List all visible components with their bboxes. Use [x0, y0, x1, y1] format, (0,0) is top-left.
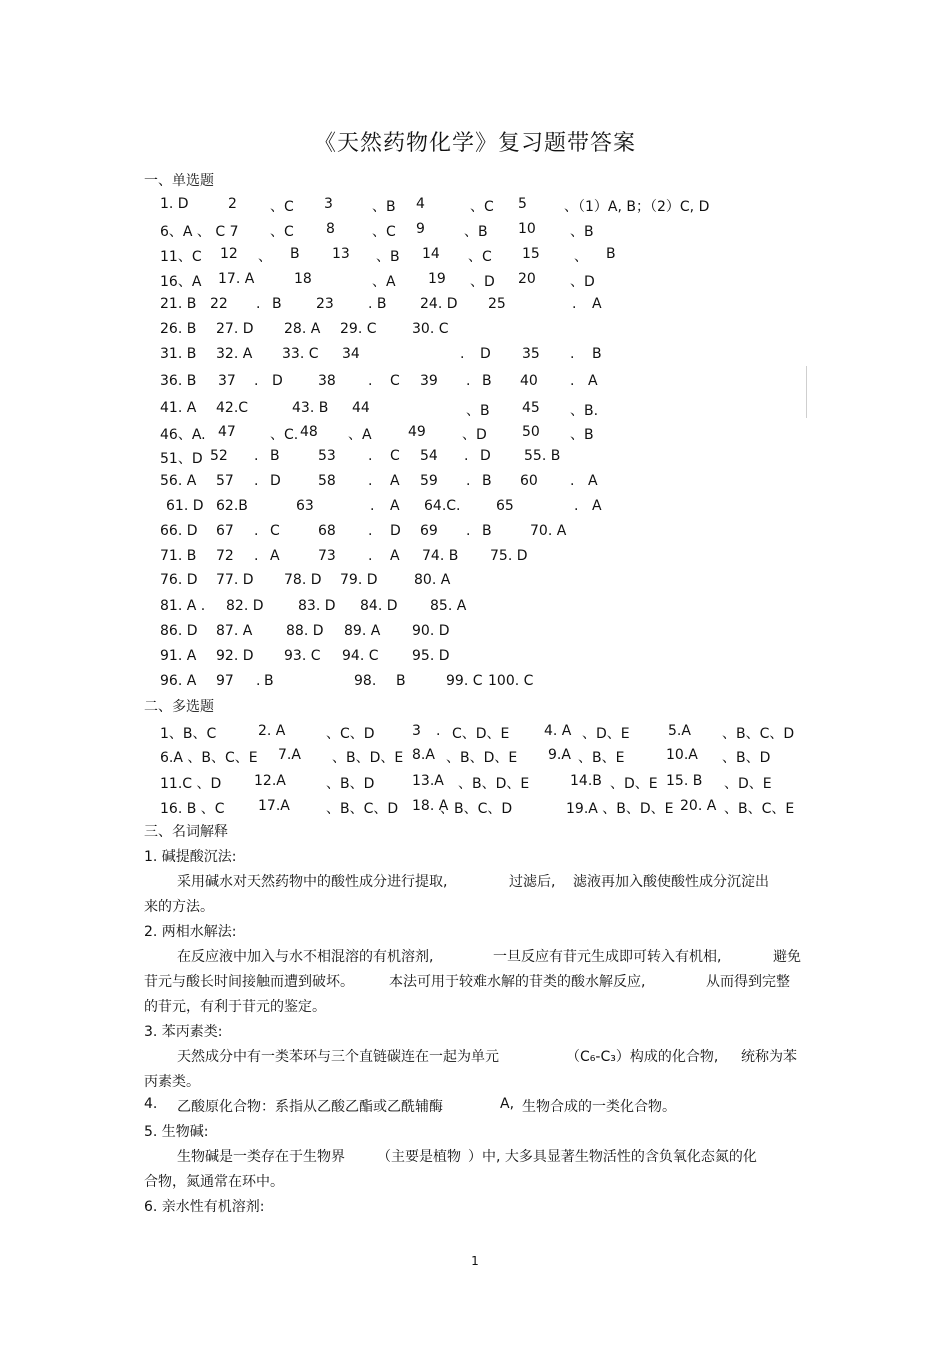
- single-answer-cell: 、B: [376, 249, 400, 265]
- section-heading-single-choice: 一、单选题: [144, 173, 214, 189]
- single-answer-cell: 14: [422, 246, 440, 262]
- multi-answer-cell: 、C、D: [326, 726, 375, 742]
- single-answer-cell: 32. A: [216, 346, 253, 362]
- single-answer-cell: 34: [342, 346, 360, 362]
- single-answer-row: [160, 623, 840, 643]
- single-answer-cell: 99. C: [446, 673, 483, 689]
- single-answer-cell: 42.C: [216, 400, 249, 416]
- term-text: （C₆-C₃）构成的化合物,: [566, 1049, 719, 1065]
- single-answer-cell: B: [270, 448, 280, 464]
- single-answer-cell: .: [254, 523, 259, 539]
- single-answer-cell: .: [254, 373, 259, 389]
- single-answer-cell: 28. A: [284, 321, 321, 337]
- multi-answer-cell: 14.B: [570, 773, 602, 789]
- single-answer-cell: 89. A: [344, 623, 381, 639]
- single-answer-row: [160, 598, 840, 618]
- single-answer-cell: 58: [318, 473, 336, 489]
- single-answer-cell: .: [574, 498, 579, 514]
- single-answer-cell: 8: [326, 221, 335, 237]
- single-answer-cell: 59: [420, 473, 438, 489]
- multi-answer-cell: 、B、D: [326, 776, 375, 792]
- term-heading: 3. 苯丙素类:: [144, 1024, 223, 1040]
- single-answer-cell: 22: [210, 296, 228, 312]
- single-answer-cell: 1. D: [160, 196, 189, 212]
- single-answer-cell: 85. A: [430, 598, 467, 614]
- single-answer-cell: 53: [318, 448, 336, 464]
- single-answer-cell: .: [254, 548, 259, 564]
- single-answer-cell: A: [592, 296, 602, 312]
- single-answer-cell: 33. C: [282, 346, 319, 362]
- term-heading: 1. 碱提酸沉法:: [144, 849, 237, 865]
- single-answer-cell: 92. D: [216, 648, 254, 664]
- single-answer-cell: .: [368, 548, 373, 564]
- single-answer-row: [160, 196, 840, 216]
- single-answer-cell: 、B: [372, 199, 396, 215]
- term-heading: 6. 亲水性有机溶剂:: [144, 1199, 265, 1215]
- term-text: 生物合成的一类化合物。: [522, 1099, 676, 1115]
- single-answer-cell: .: [368, 448, 373, 464]
- term-text: 丙素类。: [144, 1074, 200, 1090]
- multi-answer-cell: 2. A: [258, 723, 286, 739]
- term-text: 从而得到完整: [706, 974, 790, 990]
- single-answer-cell: 、B: [464, 224, 488, 240]
- single-answer-cell: 、B: [570, 427, 594, 443]
- single-answer-cell: .: [254, 448, 259, 464]
- term-heading: 2. 两相水解法:: [144, 924, 237, 940]
- single-answer-cell: 、C: [372, 224, 396, 240]
- single-answer-cell: 39: [420, 373, 438, 389]
- single-answer-cell: 24. D: [420, 296, 458, 312]
- single-answer-cell: .: [570, 373, 575, 389]
- single-answer-row: [160, 523, 840, 543]
- single-answer-cell: A: [390, 498, 400, 514]
- single-answer-row: [160, 473, 840, 493]
- multi-answer-cell: 10.A: [666, 747, 698, 763]
- single-answer-cell: 、D: [570, 274, 595, 290]
- section-heading-multi-choice: 二、多选题: [144, 699, 214, 715]
- single-answer-cell: 35: [522, 346, 540, 362]
- single-answer-cell: 72: [216, 548, 234, 564]
- single-answer-cell: 、C: [468, 249, 492, 265]
- single-answer-cell: 29. C: [340, 321, 377, 337]
- single-answer-cell: 83. D: [298, 598, 336, 614]
- term-text: 的苷元，有利于苷元的鉴定。: [144, 999, 326, 1015]
- single-answer-cell: 48: [300, 424, 318, 440]
- single-answer-row: [160, 373, 840, 393]
- single-answer-cell: 82. D: [226, 598, 264, 614]
- term-text: 统称为苯: [741, 1049, 797, 1065]
- single-answer-cell: 27. D: [216, 321, 254, 337]
- single-answer-cell: 77. D: [216, 572, 254, 588]
- single-answer-cell: 65: [496, 498, 514, 514]
- single-answer-cell: 18: [294, 271, 312, 287]
- multi-answer-cell: 11.C 、D: [160, 776, 222, 792]
- single-answer-cell: 、: [574, 249, 588, 265]
- single-answer-cell: 26. B: [160, 321, 197, 337]
- single-answer-cell: 36. B: [160, 373, 197, 389]
- single-answer-cell: 、D: [462, 427, 487, 443]
- single-answer-cell: 100. C: [488, 673, 534, 689]
- single-answer-cell: 46、A.: [160, 427, 206, 443]
- single-answer-cell: 3: [324, 196, 333, 212]
- single-answer-cell: 51、D: [160, 451, 203, 467]
- single-answer-cell: 44: [352, 400, 370, 416]
- single-answer-cell: 47: [218, 424, 236, 440]
- single-answer-cell: 13: [332, 246, 350, 262]
- single-answer-cell: 96. A: [160, 673, 197, 689]
- single-answer-cell: 55. B: [524, 448, 561, 464]
- single-answer-cell: 15: [522, 246, 540, 262]
- multi-answer-cell: 、B、E: [578, 750, 625, 766]
- term-text: 一旦反应有苷元生成即可转入有机相,: [493, 949, 722, 965]
- multi-answer-cell: 、B、D、E: [446, 750, 518, 766]
- single-answer-cell: 5: [518, 196, 527, 212]
- multi-answer-cell: C、D、E: [452, 726, 510, 742]
- single-answer-cell: 52: [210, 448, 228, 464]
- single-answer-cell: 98.: [354, 673, 377, 689]
- single-answer-cell: A: [588, 473, 598, 489]
- single-answer-row: [160, 673, 840, 693]
- single-answer-cell: B: [272, 296, 282, 312]
- single-answer-cell: D: [480, 346, 491, 362]
- single-answer-cell: 11、C: [160, 249, 202, 265]
- single-answer-cell: D: [272, 373, 283, 389]
- single-answer-cell: 38: [318, 373, 336, 389]
- single-answer-row: [160, 246, 840, 266]
- single-answer-cell: 86. D: [160, 623, 198, 639]
- single-answer-cell: 97: [216, 673, 234, 689]
- single-answer-cell: .: [368, 373, 373, 389]
- term-text: 乙酸原化合物：系指从乙酸乙酯或乙酰辅酶: [177, 1099, 443, 1115]
- single-answer-cell: A: [592, 498, 602, 514]
- multi-answer-cell: 9.A: [548, 747, 571, 763]
- single-answer-cell: C: [390, 448, 400, 464]
- single-answer-row: [160, 424, 840, 444]
- term-heading: 4.: [144, 1096, 158, 1112]
- single-answer-cell: 91. A: [160, 648, 197, 664]
- term-text: 天然成分中有一类苯环与三个直链碳连在一起为单元: [177, 1049, 499, 1065]
- single-answer-cell: 95. D: [412, 648, 450, 664]
- single-answer-cell: .: [572, 296, 577, 312]
- single-answer-cell: 、A: [372, 274, 396, 290]
- single-answer-cell: 10: [518, 221, 536, 237]
- single-answer-cell: 70. A: [530, 523, 567, 539]
- multi-answer-cell: 、B、C、D: [326, 801, 399, 817]
- single-answer-cell: 4: [416, 196, 425, 212]
- single-answer-cell: 90. D: [412, 623, 450, 639]
- single-answer-cell: .: [570, 346, 575, 362]
- single-answer-cell: 74. B: [422, 548, 459, 564]
- single-answer-cell: 88. D: [286, 623, 324, 639]
- page-number: 1: [471, 1254, 479, 1268]
- single-answer-cell: A: [588, 373, 598, 389]
- multi-answer-cell: 3: [412, 723, 421, 739]
- single-answer-cell: 、B: [466, 403, 490, 419]
- multi-answer-cell: 、B、C、D: [722, 726, 795, 742]
- single-answer-row: [160, 400, 840, 420]
- single-answer-cell: A: [390, 473, 400, 489]
- single-answer-cell: D: [390, 523, 401, 539]
- term-text: 采用碱水对天然药物中的酸性成分进行提取,: [177, 874, 448, 890]
- multi-answer-cell: 15. B: [666, 773, 703, 789]
- single-answer-cell: 50: [522, 424, 540, 440]
- multi-answer-cell: 、B、D、E: [458, 776, 530, 792]
- single-answer-cell: .: [466, 523, 471, 539]
- single-answer-cell: 31. B: [160, 346, 197, 362]
- term-text: 生物碱是一类存在于生物界: [177, 1149, 345, 1165]
- single-answer-cell: 41. A: [160, 400, 197, 416]
- single-answer-cell: 49: [408, 424, 426, 440]
- term-text: 来的方法。: [144, 899, 214, 915]
- term-text: 在反应液中加入与水不相混溶的有机溶剂,: [177, 949, 434, 965]
- single-answer-cell: 43. B: [292, 400, 329, 416]
- single-answer-cell: 、A: [348, 427, 372, 443]
- multi-answer-cell: 、B、C、D: [440, 801, 513, 817]
- single-answer-cell: D: [480, 448, 491, 464]
- section-heading-terms: 三、名词解释: [144, 824, 228, 840]
- single-answer-cell: 94. C: [342, 648, 379, 664]
- multi-answer-cell: 4. A: [544, 723, 572, 739]
- multi-answer-cell: 、B、C、E: [724, 801, 795, 817]
- single-answer-cell: 45: [522, 400, 540, 416]
- term-text: 苷元与酸长时间接触而遭到破坏。: [144, 974, 354, 990]
- single-answer-row: [160, 221, 840, 241]
- term-text: A,: [500, 1096, 515, 1112]
- term-text: 合物，氮通常在环中。: [144, 1174, 284, 1190]
- single-answer-cell: 19: [428, 271, 446, 287]
- multi-answer-cell: 5.A: [668, 723, 691, 739]
- multi-answer-cell: 、D、E: [582, 726, 630, 742]
- single-answer-cell: 、C: [470, 199, 494, 215]
- single-answer-cell: B: [290, 246, 300, 262]
- single-answer-row: [160, 448, 840, 468]
- single-answer-cell: 78. D: [284, 572, 322, 588]
- multi-answer-cell: 20. A: [680, 798, 717, 814]
- single-answer-cell: 、C.: [270, 427, 299, 443]
- single-answer-cell: 37: [218, 373, 236, 389]
- single-answer-cell: B: [396, 673, 406, 689]
- single-answer-cell: 、C: [270, 224, 294, 240]
- single-answer-cell: .: [570, 473, 575, 489]
- single-answer-cell: 75. D: [490, 548, 528, 564]
- single-answer-cell: .: [466, 373, 471, 389]
- single-answer-row: [160, 296, 840, 316]
- single-answer-cell: B: [482, 473, 492, 489]
- single-answer-cell: 2: [228, 196, 237, 212]
- multi-answer-cell: 16. B 、C: [160, 801, 225, 817]
- single-answer-cell: B: [592, 346, 602, 362]
- single-answer-cell: 93. C: [284, 648, 321, 664]
- single-answer-row: [160, 346, 840, 366]
- page-title: 《天然药物化学》复习题带答案: [313, 131, 636, 156]
- single-answer-cell: 57: [216, 473, 234, 489]
- single-answer-cell: 79. D: [340, 572, 378, 588]
- single-answer-cell: 84. D: [360, 598, 398, 614]
- single-answer-cell: 61. D: [166, 498, 204, 514]
- single-answer-cell: 81. A .: [160, 598, 206, 614]
- single-answer-cell: B: [264, 673, 274, 689]
- multi-answer-cell: 1、B、C: [160, 726, 217, 742]
- term-text: 本法可用于较难水解的苷类的酸水解反应,: [389, 974, 646, 990]
- single-answer-cell: .: [370, 498, 375, 514]
- term-text: （主要是植物: [377, 1149, 461, 1165]
- single-answer-row: [160, 548, 840, 568]
- multi-answer-cell: 、D、E: [724, 776, 772, 792]
- single-answer-cell: 76. D: [160, 572, 198, 588]
- single-answer-cell: .: [368, 473, 373, 489]
- single-answer-cell: 、: [258, 249, 272, 265]
- single-answer-cell: 73: [318, 548, 336, 564]
- single-answer-cell: 62.B: [216, 498, 248, 514]
- multi-answer-row: [160, 723, 840, 743]
- single-answer-cell: 87. A: [216, 623, 253, 639]
- single-answer-row: [160, 321, 840, 341]
- single-answer-cell: 9: [416, 221, 425, 237]
- single-answer-cell: .: [460, 346, 465, 362]
- multi-answer-row: [160, 773, 840, 793]
- single-answer-cell: 、（1）A, B；（2）C, D: [564, 199, 710, 215]
- term-text: 滤液再加入酸使酸性成分沉淀出: [573, 874, 769, 890]
- single-answer-cell: 80. A: [414, 572, 451, 588]
- single-answer-cell: 17. A: [218, 271, 255, 287]
- single-answer-cell: .: [466, 473, 471, 489]
- single-answer-cell: 12: [220, 246, 238, 262]
- single-answer-row: [160, 648, 840, 668]
- single-answer-row: [160, 498, 840, 518]
- single-answer-cell: 30. C: [412, 321, 449, 337]
- single-answer-cell: 54: [420, 448, 438, 464]
- multi-answer-cell: 12.A: [254, 773, 286, 789]
- single-answer-cell: 20: [518, 271, 536, 287]
- multi-answer-cell: 8.A: [412, 747, 435, 763]
- multi-answer-cell: 13.A: [412, 773, 444, 789]
- multi-answer-cell: 18. A: [412, 798, 449, 814]
- term-text: ）中, 大多具显著生物活性的含负氧化态氮的化: [468, 1149, 757, 1165]
- single-answer-cell: 67: [216, 523, 234, 539]
- single-answer-cell: A: [270, 548, 280, 564]
- multi-answer-cell: 6.A 、B、C、E: [160, 750, 258, 766]
- single-answer-cell: .: [256, 673, 261, 689]
- single-answer-cell: 64.C.: [424, 498, 461, 514]
- single-answer-cell: 16、A: [160, 274, 202, 290]
- single-answer-cell: 71. B: [160, 548, 197, 564]
- single-answer-cell: 68: [318, 523, 336, 539]
- single-answer-row: [160, 572, 840, 592]
- single-answer-cell: 21. B: [160, 296, 197, 312]
- multi-answer-cell: 、B、D: [722, 750, 771, 766]
- single-answer-row: [160, 271, 840, 291]
- multi-answer-cell: 17.A: [258, 798, 290, 814]
- single-answer-cell: .: [254, 473, 259, 489]
- single-answer-cell: B: [482, 523, 492, 539]
- single-answer-cell: .: [256, 296, 261, 312]
- single-answer-cell: .: [464, 448, 469, 464]
- single-answer-cell: 66. D: [160, 523, 198, 539]
- term-text: 避免: [773, 949, 801, 965]
- single-answer-cell: 、D: [470, 274, 495, 290]
- multi-answer-cell: 7.A: [278, 747, 301, 763]
- single-answer-cell: 56. A: [160, 473, 197, 489]
- term-text: 过滤后,: [509, 874, 556, 890]
- single-answer-cell: .: [368, 523, 373, 539]
- margin-rule: [806, 366, 807, 418]
- single-answer-cell: 25: [488, 296, 506, 312]
- single-answer-cell: D: [270, 473, 281, 489]
- multi-answer-row: [160, 798, 840, 818]
- single-answer-cell: 69: [420, 523, 438, 539]
- single-answer-cell: 、B: [570, 224, 594, 240]
- single-answer-cell: 、C: [270, 199, 294, 215]
- multi-answer-cell: .: [436, 723, 441, 739]
- term-heading: 5. 生物碱:: [144, 1124, 209, 1140]
- single-answer-cell: A: [390, 548, 400, 564]
- single-answer-cell: 40: [520, 373, 538, 389]
- single-answer-cell: 23: [316, 296, 334, 312]
- single-answer-cell: B: [606, 246, 616, 262]
- multi-answer-row: [160, 747, 840, 767]
- single-answer-cell: 60: [520, 473, 538, 489]
- single-answer-cell: 、B.: [570, 403, 599, 419]
- multi-answer-cell: 、D、E: [610, 776, 658, 792]
- single-answer-cell: C: [270, 523, 280, 539]
- single-answer-cell: B: [482, 373, 492, 389]
- single-answer-cell: 6、A 、 C 7: [160, 224, 239, 240]
- single-answer-cell: . B: [368, 296, 387, 312]
- single-answer-cell: C: [390, 373, 400, 389]
- multi-answer-cell: 、B、D、E: [332, 750, 404, 766]
- single-answer-cell: 63: [296, 498, 314, 514]
- multi-answer-cell: 19.A 、B、D、E: [566, 801, 674, 817]
